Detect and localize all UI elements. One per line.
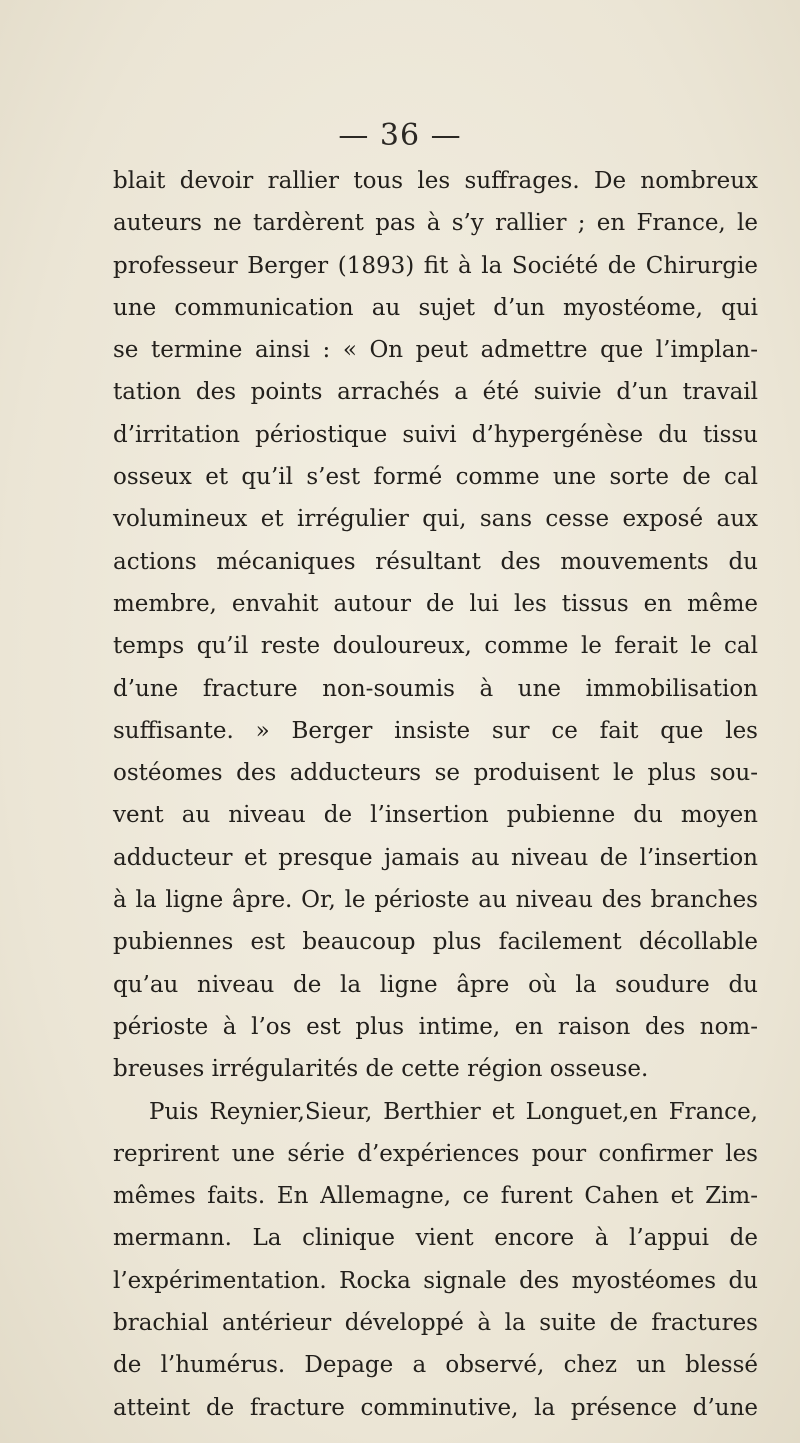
text-line: pubiennes est beaucoup plus facilement décollable bbox=[113, 929, 758, 956]
text-line: qu’au niveau de la ligne âpre où la soudure du bbox=[113, 971, 758, 998]
text-line: auteurs ne tardèrent pas à s’y rallier ; en France, le bbox=[113, 210, 758, 237]
text-line: blait devoir rallier tous les suffrages. De nombreux bbox=[113, 168, 758, 194]
text-line: atteint de fracture comminutive, la présence d’une bbox=[113, 1394, 758, 1421]
text-line: professeur Berger (1893) fit à la Société de Chirurgie bbox=[113, 252, 758, 279]
text-line-paragraph-start: Puis Reynier,Sieur, Berthier et Longuet,en France, bbox=[149, 1098, 758, 1125]
text-line: de l’humérus. Depage a observé, chez un blessé bbox=[113, 1352, 758, 1379]
text-line: membre, envahit autour de lui les tissus en même bbox=[113, 590, 758, 617]
text-line: suffisante. » Berger insiste sur ce fait que les bbox=[113, 717, 758, 744]
text-line-paragraph-end: breuses irrégularités de cette région osseuse. bbox=[113, 1056, 649, 1083]
body-text bbox=[113, 160, 758, 1429]
text-line: tation des points arrachés a été suivie d’un travail bbox=[113, 379, 758, 406]
text-line: ostéomes des adducteurs se produisent le plus sou- bbox=[113, 760, 758, 787]
text-line: temps qu’il reste douloureux, comme le ferait le cal bbox=[113, 633, 758, 660]
text-line: l’expérimentation. Rocka signale des myostéomes du bbox=[113, 1267, 758, 1294]
text-line: reprirent une série d’expériences pour confirmer les bbox=[113, 1140, 758, 1167]
page-number: — 36 — bbox=[338, 118, 462, 153]
text-line: d’irritation périostique suivi d’hypergénèse du tissu bbox=[113, 421, 758, 448]
text-line: mermann. La clinique vient encore à l’appui de bbox=[113, 1225, 758, 1252]
text-line: brachial antérieur développé à la suite de fractures bbox=[113, 1310, 758, 1337]
text-line: une communication au sujet d’un myostéome, qui bbox=[113, 294, 758, 321]
text-line: volumineux et irrégulier qui, sans cesse exposé aux bbox=[113, 506, 758, 533]
text-line: périoste à l’os est plus intime, en raison des nom- bbox=[113, 1013, 758, 1040]
text-line: d’une fracture non-soumis à une immobilisation bbox=[113, 675, 758, 702]
text-line: vent au niveau de l’insertion pubienne du moyen bbox=[113, 802, 758, 829]
text-line: osseux et qu’il s’est formé comme une sorte de cal bbox=[113, 464, 758, 491]
text-line: adducteur et presque jamais au niveau de l’insertion bbox=[113, 844, 758, 871]
text-line: mêmes faits. En Allemagne, ce furent Cahen et Zim- bbox=[113, 1183, 758, 1210]
text-line: actions mécaniques résultant des mouvements du bbox=[113, 548, 758, 575]
text-line: à la ligne âpre. Or, le périoste au niveau des branches bbox=[113, 887, 758, 914]
text-line: se termine ainsi : « On peut admettre que l’implan- bbox=[113, 337, 758, 364]
